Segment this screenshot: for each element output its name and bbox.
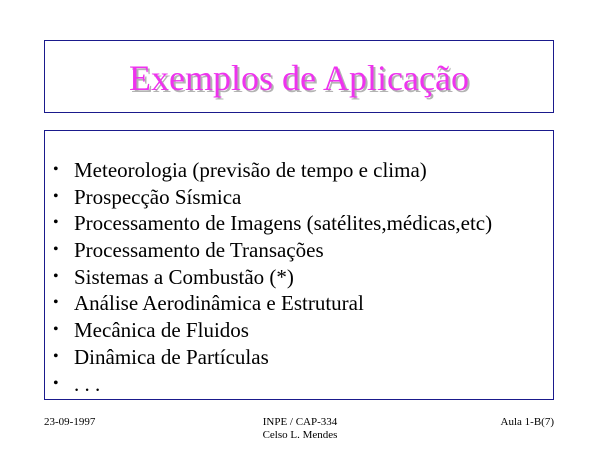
footer-page: Aula 1-B(7) <box>500 416 554 428</box>
bullet-text: . . . <box>74 371 101 396</box>
footer-course: INPE / CAP-334 <box>262 416 338 428</box>
bullet-item <box>45 264 553 291</box>
bullet-item <box>45 184 553 211</box>
bullet-icon: • <box>53 214 59 232</box>
content-box <box>44 130 554 400</box>
bullet-text: Dinâmica de Partículas <box>74 344 269 369</box>
footer-author: Celso L. Mendes <box>262 429 338 441</box>
bullet-text: Mecânica de Fluidos <box>74 318 249 343</box>
bullet-item <box>45 157 553 184</box>
bullet-text: Sistemas a Combustão (*) <box>74 264 294 289</box>
bullet-text: Análise Aerodinâmica e Estrutural <box>74 291 364 316</box>
bullet-item <box>45 344 553 371</box>
bullet-item <box>45 317 553 344</box>
bullet-item <box>45 237 553 264</box>
bullet-icon: • <box>53 241 59 259</box>
bullet-icon: • <box>53 374 59 392</box>
bullet-item <box>45 371 553 398</box>
bullet-text: Processamento de Transações <box>74 238 324 263</box>
bullet-icon: • <box>53 267 59 285</box>
bullet-icon: • <box>53 161 59 178</box>
bullet-icon: • <box>53 321 59 339</box>
footer-course-block <box>225 416 375 442</box>
bullet-icon: • <box>53 347 59 365</box>
bullet-icon: • <box>53 187 59 205</box>
title-box <box>44 40 554 113</box>
slide-title: Exemplos de Aplicação <box>129 57 469 98</box>
bullet-text: Processamento de Imagens (satélites,médicas,etc) <box>74 211 493 236</box>
footer-date: 23-09-1997 <box>44 416 96 428</box>
bullet-text: Prospecção Sísmica <box>74 184 242 209</box>
bullet-icon: • <box>53 294 59 312</box>
bullet-list <box>45 157 553 397</box>
bullet-text: Meteorologia (previsão de tempo e clima) <box>74 158 427 182</box>
bullet-item <box>45 290 553 317</box>
bullet-item <box>45 210 553 237</box>
